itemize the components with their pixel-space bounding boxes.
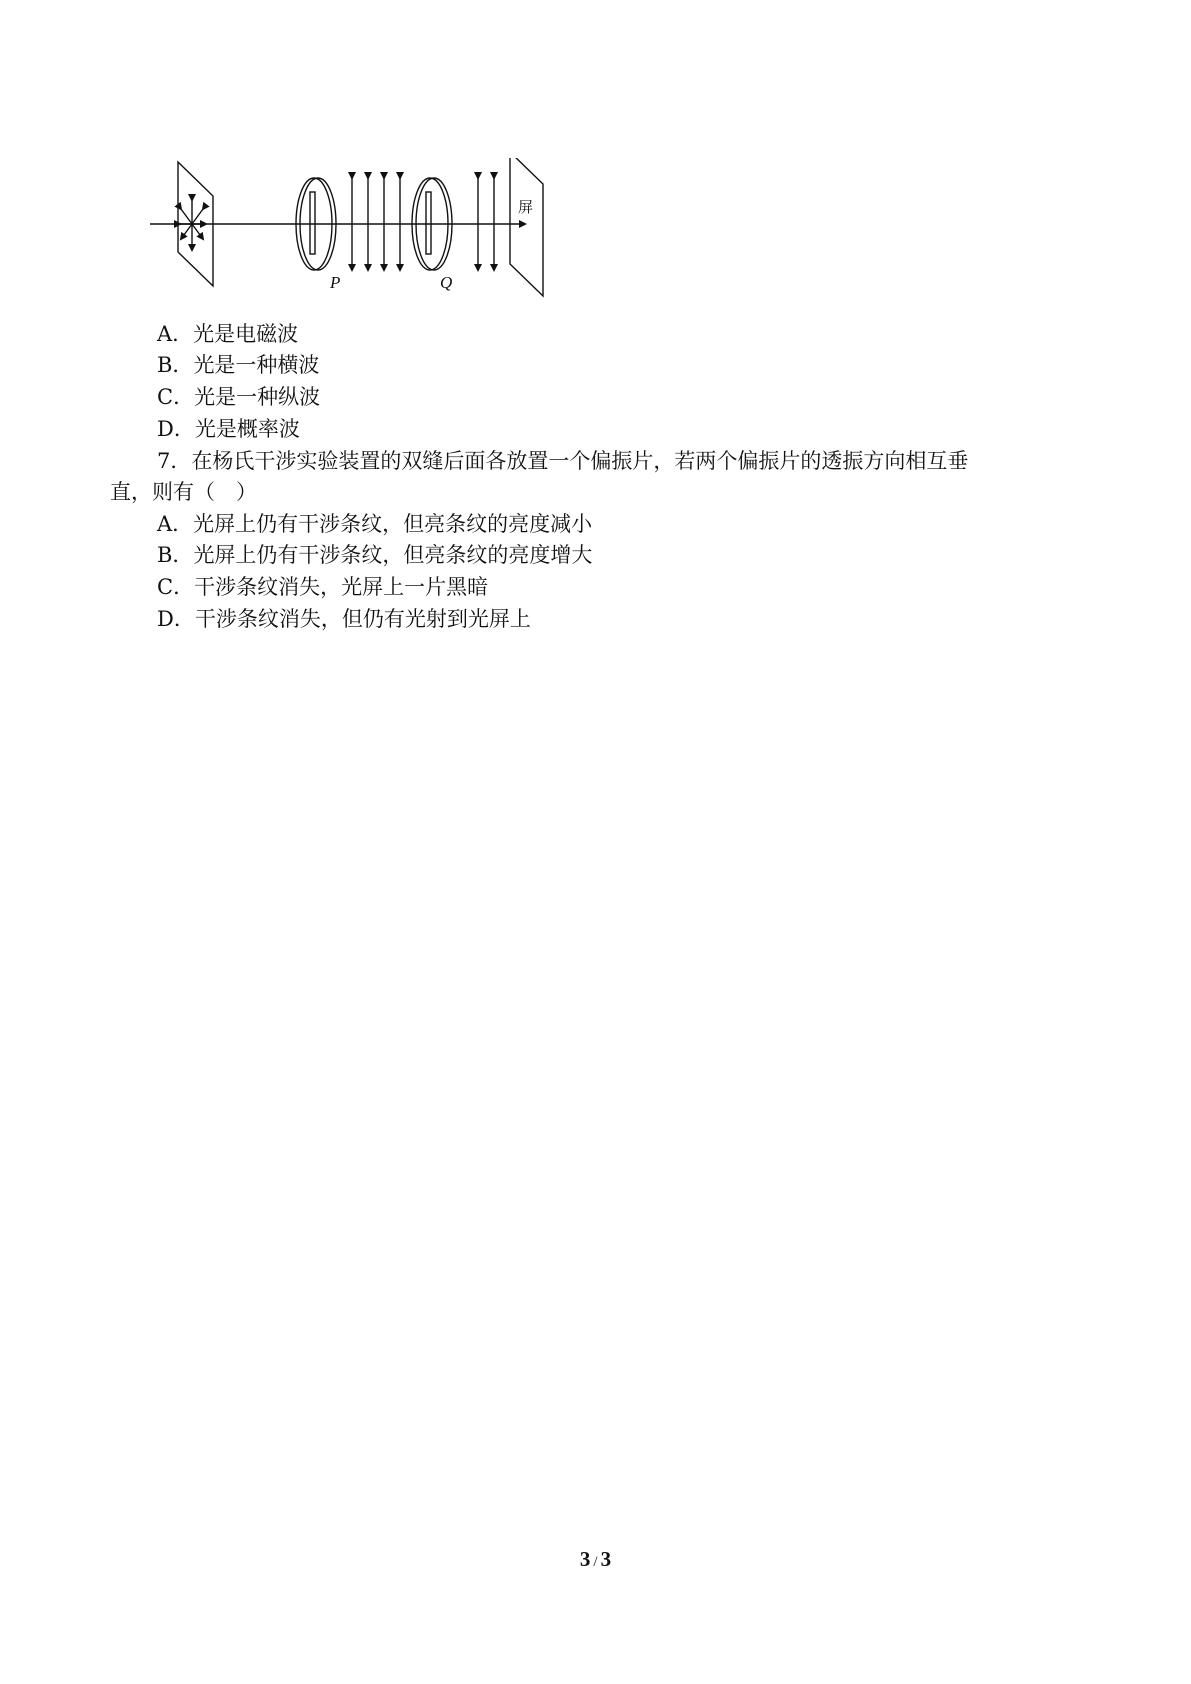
option-text: 光屏上仍有干涉条纹，但亮条纹的亮度减小 [193, 512, 593, 536]
option-letter: A． [157, 322, 194, 346]
option-letter: C． [157, 575, 195, 599]
option-letter: A． [157, 512, 194, 536]
q6-option-b [157, 351, 319, 379]
page-current: 3 [579, 1547, 591, 1571]
polarization-diagram [150, 158, 590, 320]
option-text: 光是概率波 [194, 417, 300, 441]
page-total: 3 [600, 1547, 612, 1571]
q7-option-c [157, 573, 488, 601]
q7-option-b [157, 541, 592, 569]
unpolarized-light-icon [180, 200, 206, 250]
option-letter: C． [157, 385, 195, 409]
q7-option-d [157, 605, 531, 633]
q6-option-a [157, 320, 298, 348]
page-number [0, 1547, 1191, 1572]
option-letter: B． [157, 543, 194, 567]
option-letter: B． [157, 353, 194, 377]
q6-option-d [157, 415, 300, 443]
label-screen: 屏 [518, 198, 534, 216]
option-text: 光是一种纵波 [194, 385, 321, 409]
q7-stem-line1: 7．在杨氏干涉实验装置的双缝后面各放置一个偏振片，若两个偏振片的透振方向相互垂 [157, 449, 969, 473]
q7-stem-line2: 直，则有（ ） [110, 480, 257, 504]
option-text: 干涉条纹消失，光屏上一片黑暗 [194, 575, 489, 599]
q6-option-c [157, 383, 320, 411]
option-text: 光是电磁波 [193, 322, 299, 346]
option-letter: D． [157, 417, 195, 441]
option-letter: D． [157, 607, 195, 631]
option-text: 干涉条纹消失，但仍有光射到光屏上 [194, 607, 531, 631]
label-q: Q [440, 273, 453, 292]
label-p: P [330, 273, 341, 292]
page-separator: / [593, 1554, 598, 1570]
option-text: 光是一种横波 [193, 353, 320, 377]
q7-option-a [157, 510, 592, 538]
option-text: 光屏上仍有干涉条纹，但亮条纹的亮度增大 [193, 543, 593, 567]
screen-plane [510, 158, 543, 296]
